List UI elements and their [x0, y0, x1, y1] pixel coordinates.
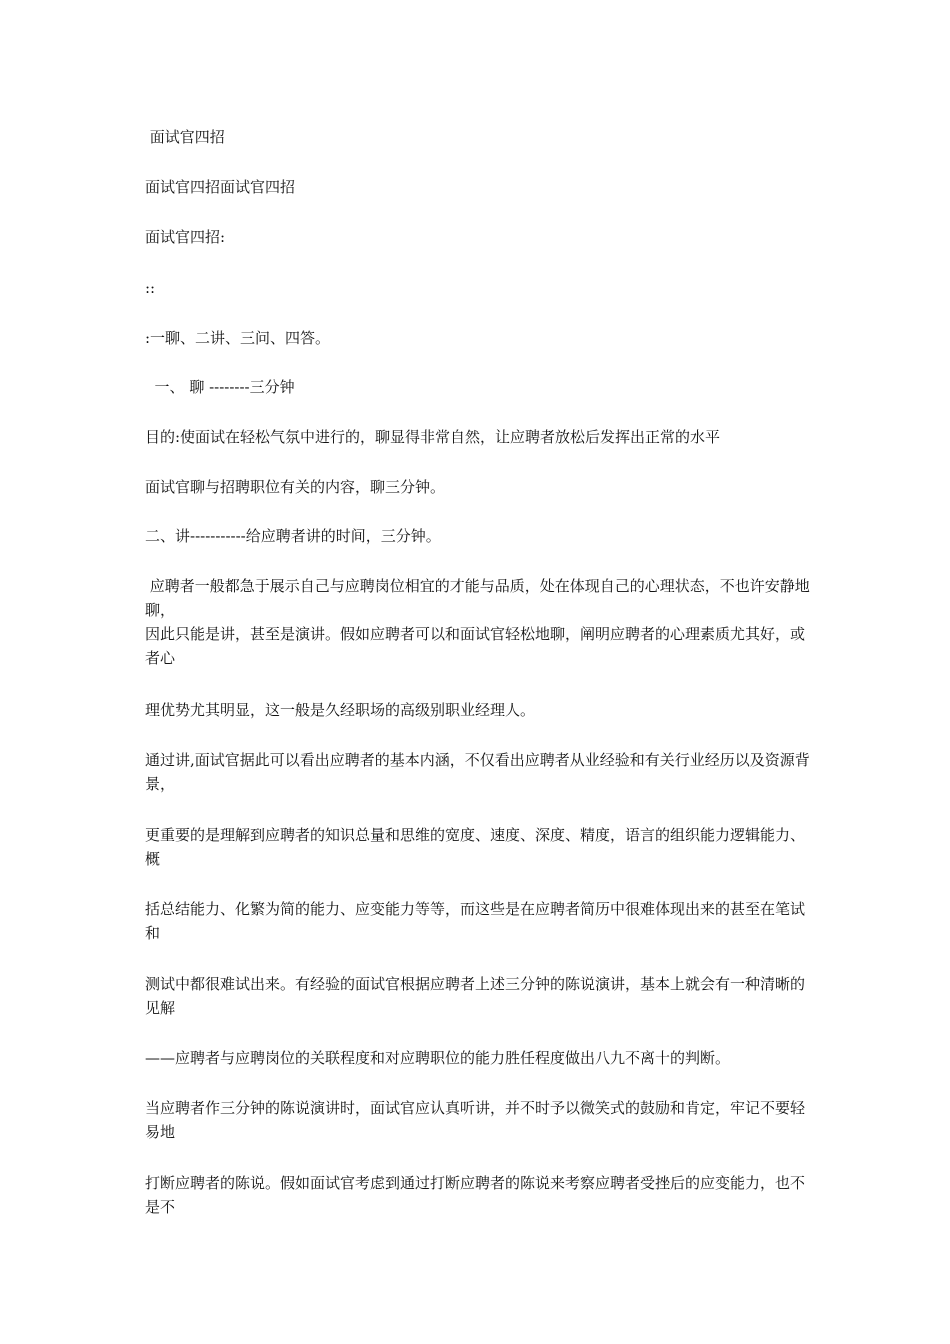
paragraph: ——应聘者与应聘岗位的关联程度和对应聘职位的能力胜任程度做出八九不离十的判断。: [145, 1049, 731, 1067]
paragraph: 通过讲,面试官据此可以看出应聘者的基本内涵，不仅看出应聘者从业经验和有关行业经历以及资源背景，: [145, 751, 810, 793]
paragraph: 测试中都很难试出来。有经验的面试官根据应聘者上述三分钟的陈说演讲，基本上就会有一种清晰的见解: [145, 975, 806, 1017]
paragraph: ::: [145, 279, 156, 297]
paragraph: 目的:使面试在轻松气氛中进行的，聊显得非常自然，让应聘者放松后发挥出正常的水平: [145, 428, 721, 446]
paragraph: 应聘者一般都急于展示自己与应聘岗位相宜的才能与品质，处在体现自己的心理状态，不也许安静地聊， 因此只能是讲，甚至是演讲。假如应聘者可以和面试官轻松地聊，阐明应聘者的心理素质尤其好，或者心: [145, 577, 810, 667]
paragraph: 打断应聘者的陈说。假如面试官考虑到通过打断应聘者的陈说来考察应聘者受挫后的应变能力，也不是不: [145, 1174, 806, 1216]
paragraph: :一聊、二讲、三问、四答。: [145, 329, 331, 347]
paragraph: 更重要的是理解到应聘者的知识总量和思维的宽度、速度、深度、精度，语言的组织能力逻辑能力、概: [145, 826, 806, 868]
section-heading: 一、 聊 --------三分钟: [145, 378, 295, 396]
paragraph: 面试官四招面试官四招: [145, 178, 296, 196]
paragraph: 理优势尤其明显，这一般是久经职场的高级别职业经理人。: [145, 701, 536, 719]
section-heading: 二、讲-----------给应聘者讲的时间，三分钟。: [145, 527, 441, 545]
paragraph: 面试官聊与招聘职位有关的内容，聊三分钟。: [145, 478, 446, 496]
paragraph: 面试官四招:: [145, 228, 226, 246]
paragraph: 括总结能力、化繁为简的能力、应变能力等等，而这些是在应聘者简历中很难体现出来的甚至在笔试和: [145, 900, 806, 942]
paragraph: 当应聘者作三分钟的陈说演讲时，面试官应认真听讲，并不时予以微笑式的鼓励和肯定，牢记不要轻易地: [145, 1099, 806, 1141]
document-title: 面试官四招: [145, 128, 225, 146]
